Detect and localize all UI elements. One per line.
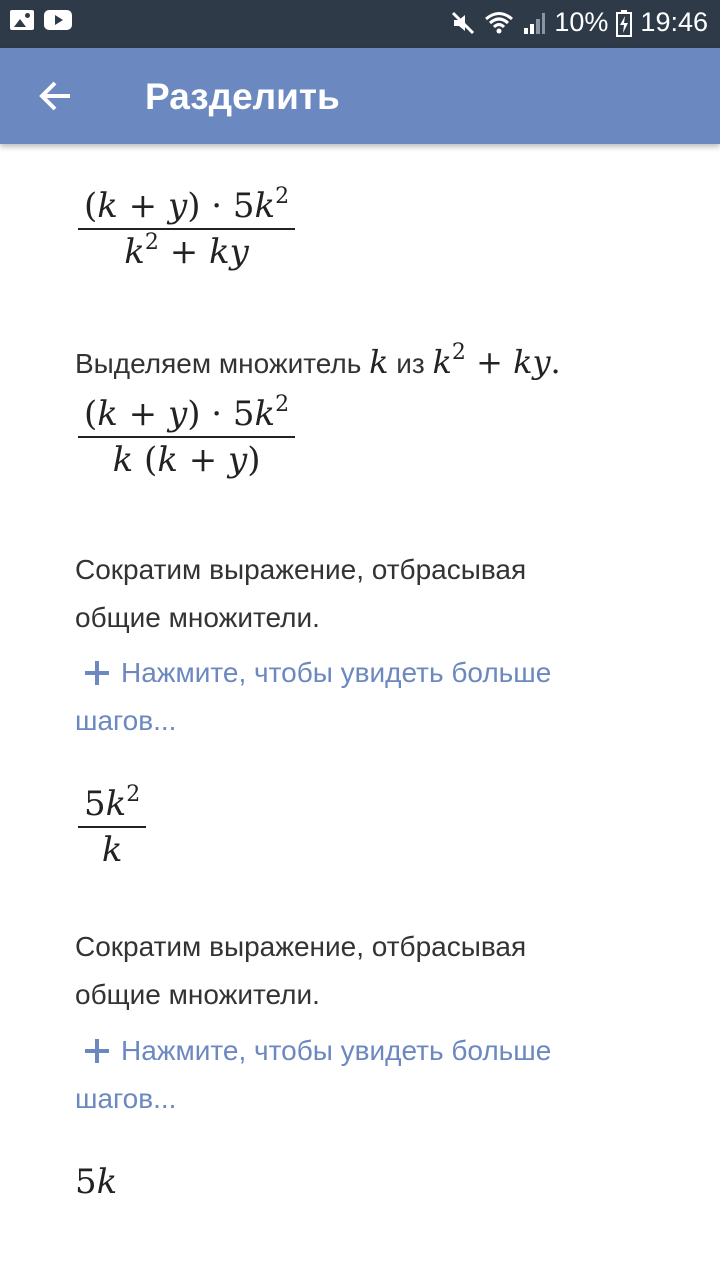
more-steps-1-line-1: Нажмите, чтобы увидеть больше xyxy=(121,657,552,688)
expression-reduced-denominator: k xyxy=(101,830,123,870)
back-button[interactable] xyxy=(32,72,80,120)
expression-initial-numerator: $(k + y) \cdot 5k^2$ xyxy=(84,184,290,226)
more-steps-1-line-2: шагов... xyxy=(75,705,177,736)
battery-icon xyxy=(616,9,632,37)
plus-icon xyxy=(85,1039,109,1063)
result-expression: 5k xyxy=(75,1162,118,1202)
factor-variable: k xyxy=(369,343,389,381)
expression-factored-denominator: k (k + y) xyxy=(112,440,261,480)
plus-icon xyxy=(85,661,109,685)
battery-percent: 10% xyxy=(554,7,609,37)
youtube-icon xyxy=(44,10,72,30)
step-reduce-2-line-1: Сократим выражение, отбрасывая xyxy=(75,931,527,962)
step-reduce-1-line-1: Сократим выражение, отбрасывая xyxy=(75,554,527,585)
expression-reduced-numerator: $5k^2$ xyxy=(84,782,141,824)
expression-factored-numerator: $(k + y) \cdot 5k^2$ xyxy=(84,392,290,434)
status-bar xyxy=(0,0,720,48)
more-steps-2-line-1: Нажмите, чтобы увидеть больше xyxy=(121,1035,552,1066)
back-arrow-icon xyxy=(38,78,74,114)
page-title: Разделить xyxy=(145,76,340,117)
step-reduce-text-1 xyxy=(75,546,655,642)
expression-reduced xyxy=(78,782,146,872)
expression-factored xyxy=(78,392,295,482)
step-reduce-text-2 xyxy=(75,923,655,1019)
more-steps-link-1[interactable] xyxy=(75,649,655,745)
step-factor-mid: из xyxy=(396,348,425,379)
step-reduce-2-line-2: общие множители. xyxy=(75,979,320,1010)
more-steps-2-line-2: шагов... xyxy=(75,1083,177,1114)
clock: 19:46 xyxy=(640,7,708,37)
mute-icon xyxy=(450,10,476,36)
signal-icon xyxy=(522,10,546,36)
step-factor-text xyxy=(75,338,655,388)
expression-initial-denominator: $k^2$ + ky xyxy=(124,230,249,272)
image-icon xyxy=(10,10,34,30)
factor-expression: $k^2$ + ky. xyxy=(432,340,561,381)
wifi-icon xyxy=(484,10,514,36)
expression-initial xyxy=(78,184,295,274)
step-factor-prefix: Выделяем множитель xyxy=(75,348,362,379)
more-steps-link-2[interactable] xyxy=(75,1027,655,1123)
app-toolbar xyxy=(0,48,720,144)
step-reduce-1-line-2: общие множители. xyxy=(75,602,320,633)
